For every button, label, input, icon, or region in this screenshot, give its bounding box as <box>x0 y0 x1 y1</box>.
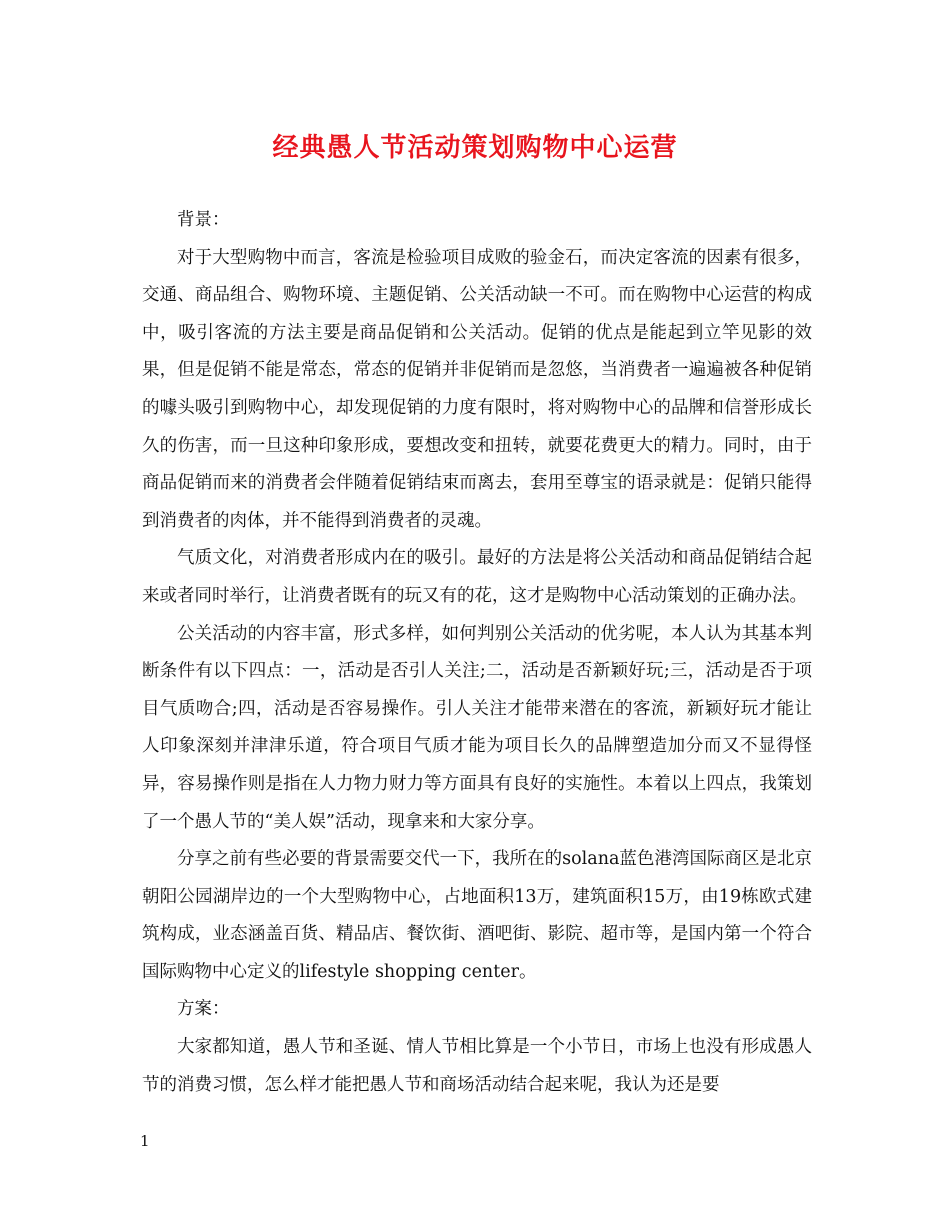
paragraph-plan-intro: 大家都知道，愚人节和圣诞、情人节相比算是一个小节日，市场上也没有形成愚人节的消费习惯，怎么样才能把愚人节和商场活动结合起来呢，我认为还是要 <box>142 1037 812 1095</box>
document-body <box>142 202 812 1104</box>
document-title: 经典愚人节活动策划购物中心运营 <box>272 133 678 163</box>
paragraph-plan-heading: 方案： <box>177 999 230 1020</box>
paragraph-pr-criteria: 公关活动的内容丰富，形式多样，如何判别公关活动的优劣呢，本人认为其基本判断条件有以下四点：一，活动是否引人关注;二，活动是否新颖好玩;三，活动是否于项目气质吻合;四，活动是否容易操作。引人关注才能带来潜在的客流，新颖好玩才能让人印象深刻并津津乐道，符合项目气质才能为项目长久的品牌塑造加分而又不显得怪异，容易操作则是指在人力物力财力等方面具有良好的实施性。本着以上四点，我策划了一个愚人节的“美人娱”活动，现拿来和大家分享。 <box>142 623 812 832</box>
paragraph-background-heading: 背景： <box>177 210 230 230</box>
paragraph-culture: 气质文化，对消费者形成内在的吸引。最好的方法是将公关活动和商品促销结合起来或者同时举行，让消费者既有的玩又有的花，这才是购物中心活动策划的正确办法。 <box>142 548 812 606</box>
paragraph-solana-background: 分享之前有些必要的背景需要交代一下，我所在的solana蓝色港湾国际商区是北京朝阳公园湖岸边的一个大型购物中心，占地面积13万，建筑面积15万，由19栋欧式建筑构成，业态涵盖百货、精品店、餐饮街、酒吧街、影院、超市等，是国内第一个符合国际购物中心定义的lifestyle shopping center。 <box>142 849 812 982</box>
page-number: 1 <box>140 1132 150 1150</box>
paragraph-traffic: 对于大型购物中而言，客流是检验项目成败的验金石，而决定客流的因素有很多，交通、商品组合、购物环境、主题促销、公关活动缺一不可。而在购物中心运营的构成中，吸引客流的方法主要是商品促销和公关活动。促销的优点是能起到立竿见影的效果，但是促销不能是常态，常态的促销并非促销而是忽悠，当消费者一遍遍被各种促销的噱头吸引到购物中心，却发现促销的力度有限时，将对购物中心的品牌和信誉形成长久的伤害，而一旦这种印象形成，要想改变和扭转，就要花费更大的精力。同时，由于商品促销而来的消费者会伴随着促销结束而离去，套用至尊宝的语录就是：促销只能得到消费者的肉体，并不能得到消费者的灵魂。 <box>142 247 812 531</box>
